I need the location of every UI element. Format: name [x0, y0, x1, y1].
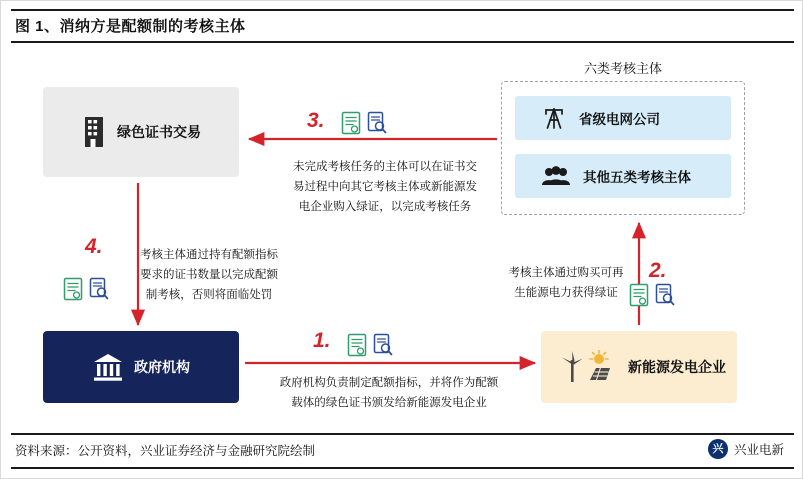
subject-label: 其他五类考核主体 — [583, 170, 691, 185]
power-tower-icon — [541, 106, 567, 130]
node-label: 政府机构 — [134, 359, 190, 375]
title-divider-bottom — [11, 41, 794, 43]
page-title: 图 1、消纳方是配额制的考核主体 — [15, 18, 246, 35]
annotation-step-4: 考核主体通过持有配额指标 要求的证书数量以完成配额 制考核，否则将面临处罚 — [140, 249, 278, 301]
footer-divider-top — [11, 433, 794, 435]
certificate-icons-step-4 — [63, 277, 109, 301]
step-number-1: 1. — [313, 329, 331, 352]
annotation-step-3: 未完成考核任务的主体可以在证书交 易过程中向其它考核主体或新能源发 电企业购入绿证，以完成考核任务 — [293, 161, 477, 213]
annotation-step-2: 考核主体通过购买可再 生能源电力获得绿证 — [508, 267, 624, 299]
step-number-3: 3. — [307, 109, 325, 132]
node-green-certificate-trading[interactable] — [43, 87, 239, 177]
subject-label: 省级电网公司 — [579, 112, 660, 127]
node-government[interactable] — [43, 331, 239, 403]
title-divider-top — [11, 9, 794, 11]
subject-row-grid-company[interactable] — [515, 96, 731, 140]
step-number-4: 4. — [85, 235, 103, 258]
wind-solar-icon — [552, 350, 618, 384]
bank-icon — [92, 352, 124, 382]
step-number-2: 2. — [649, 259, 667, 282]
brand-mark — [708, 439, 784, 459]
building-icon — [81, 115, 107, 149]
node-label: 绿色证书交易 — [117, 124, 201, 140]
subjects-panel-title: 六类考核主体 — [583, 61, 662, 76]
source-note: 资料来源：公开资料，兴业证券经济与金融研究院绘制 — [15, 444, 316, 458]
certificate-icons-step-3 — [341, 111, 387, 135]
brand-logo-icon: 兴 — [708, 439, 728, 459]
people-icon — [541, 165, 571, 187]
annotation-step-1: 政府机构负责制定配额指标，并将作为配额 载体的绿色证书颁发给新能源发电企业 — [279, 377, 499, 409]
node-label: 新能源发电企业 — [628, 359, 726, 375]
footer-divider-bottom — [11, 467, 794, 469]
brand-text: 兴业电新 — [733, 443, 784, 457]
subject-row-other-subjects[interactable] — [515, 154, 731, 198]
node-new-energy-company[interactable] — [541, 331, 737, 403]
certificate-icons-step-1 — [347, 333, 393, 357]
